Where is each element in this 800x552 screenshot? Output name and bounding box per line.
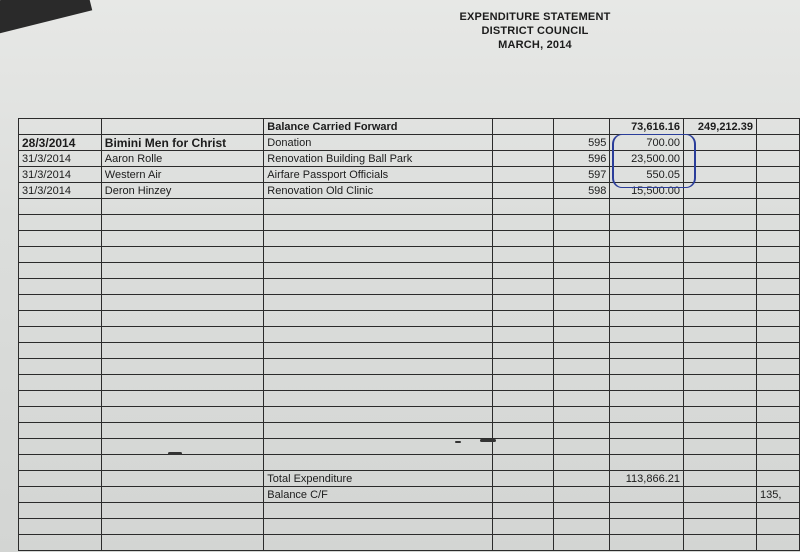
scan-smudge: [480, 439, 496, 442]
ink-circle-mark: [612, 134, 696, 188]
empty-row: [19, 199, 800, 215]
total-expenditure-row: [19, 471, 800, 487]
council-name: DISTRICT COUNCIL: [481, 25, 589, 37]
statement-header: [420, 10, 650, 52]
entry-amount: 700.00: [610, 135, 684, 151]
statement-title: EXPENDITURE STATEMENT: [459, 11, 611, 23]
balance-cf-label: Balance C/F: [264, 487, 493, 503]
empty-row: [19, 407, 800, 423]
empty-row: [19, 343, 800, 359]
empty-row: [19, 391, 800, 407]
empty-row: [19, 439, 800, 455]
entry-amount: 550.05: [610, 167, 684, 183]
balance-forward-label: Balance Carried Forward: [264, 119, 493, 135]
entry-description: Airfare Passport Officials: [264, 167, 493, 183]
scan-smudge: [168, 452, 182, 455]
entry-payee: Western Air: [101, 167, 264, 183]
empty-row: [19, 455, 800, 471]
entry-description: Renovation Old Clinic: [264, 183, 493, 199]
entry-cheque-number: 598: [554, 183, 610, 199]
empty-row: [19, 263, 800, 279]
empty-row: [19, 279, 800, 295]
scan-corner-mark: [0, 0, 92, 37]
balance-forward-amount: 73,616.16: [610, 119, 684, 135]
empty-row: [19, 247, 800, 263]
statement-period: MARCH, 2014: [498, 39, 572, 51]
entry-date: 31/3/2014: [19, 151, 102, 167]
balance-cf-row: [19, 487, 800, 503]
entry-amount: 23,500.00: [610, 151, 684, 167]
balance-forward-total: 249,212.39: [684, 119, 757, 135]
empty-row: [19, 311, 800, 327]
entry-date: 28/3/2014: [19, 135, 102, 151]
entry-date: 31/3/2014: [19, 167, 102, 183]
empty-row: [19, 215, 800, 231]
table-header-row: [19, 119, 800, 135]
entry-payee: Deron Hinzey: [101, 183, 264, 199]
entry-description: Donation: [264, 135, 493, 151]
entry-date: 31/3/2014: [19, 183, 102, 199]
entry-amount: 15,500.00: [610, 183, 684, 199]
empty-row: [19, 503, 800, 519]
scan-smudge: [455, 441, 461, 443]
empty-row: [19, 375, 800, 391]
empty-row: [19, 519, 800, 535]
entry-payee: Aaron Rolle: [101, 151, 264, 167]
empty-row: [19, 423, 800, 439]
balance-cf-amount: 135,: [756, 487, 799, 503]
total-expenditure-amount: 113,866.21: [610, 471, 684, 487]
entry-cheque-number: 596: [554, 151, 610, 167]
entry-cheque-number: 595: [554, 135, 610, 151]
empty-row: [19, 359, 800, 375]
entry-payee: Bimini Men for Christ: [101, 135, 264, 151]
empty-row: [19, 231, 800, 247]
empty-row: [19, 327, 800, 343]
empty-row: [19, 535, 800, 551]
empty-row: [19, 295, 800, 311]
total-expenditure-label: Total Expenditure: [264, 471, 493, 487]
entry-description: Renovation Building Ball Park: [264, 151, 493, 167]
entry-cheque-number: 597: [554, 167, 610, 183]
